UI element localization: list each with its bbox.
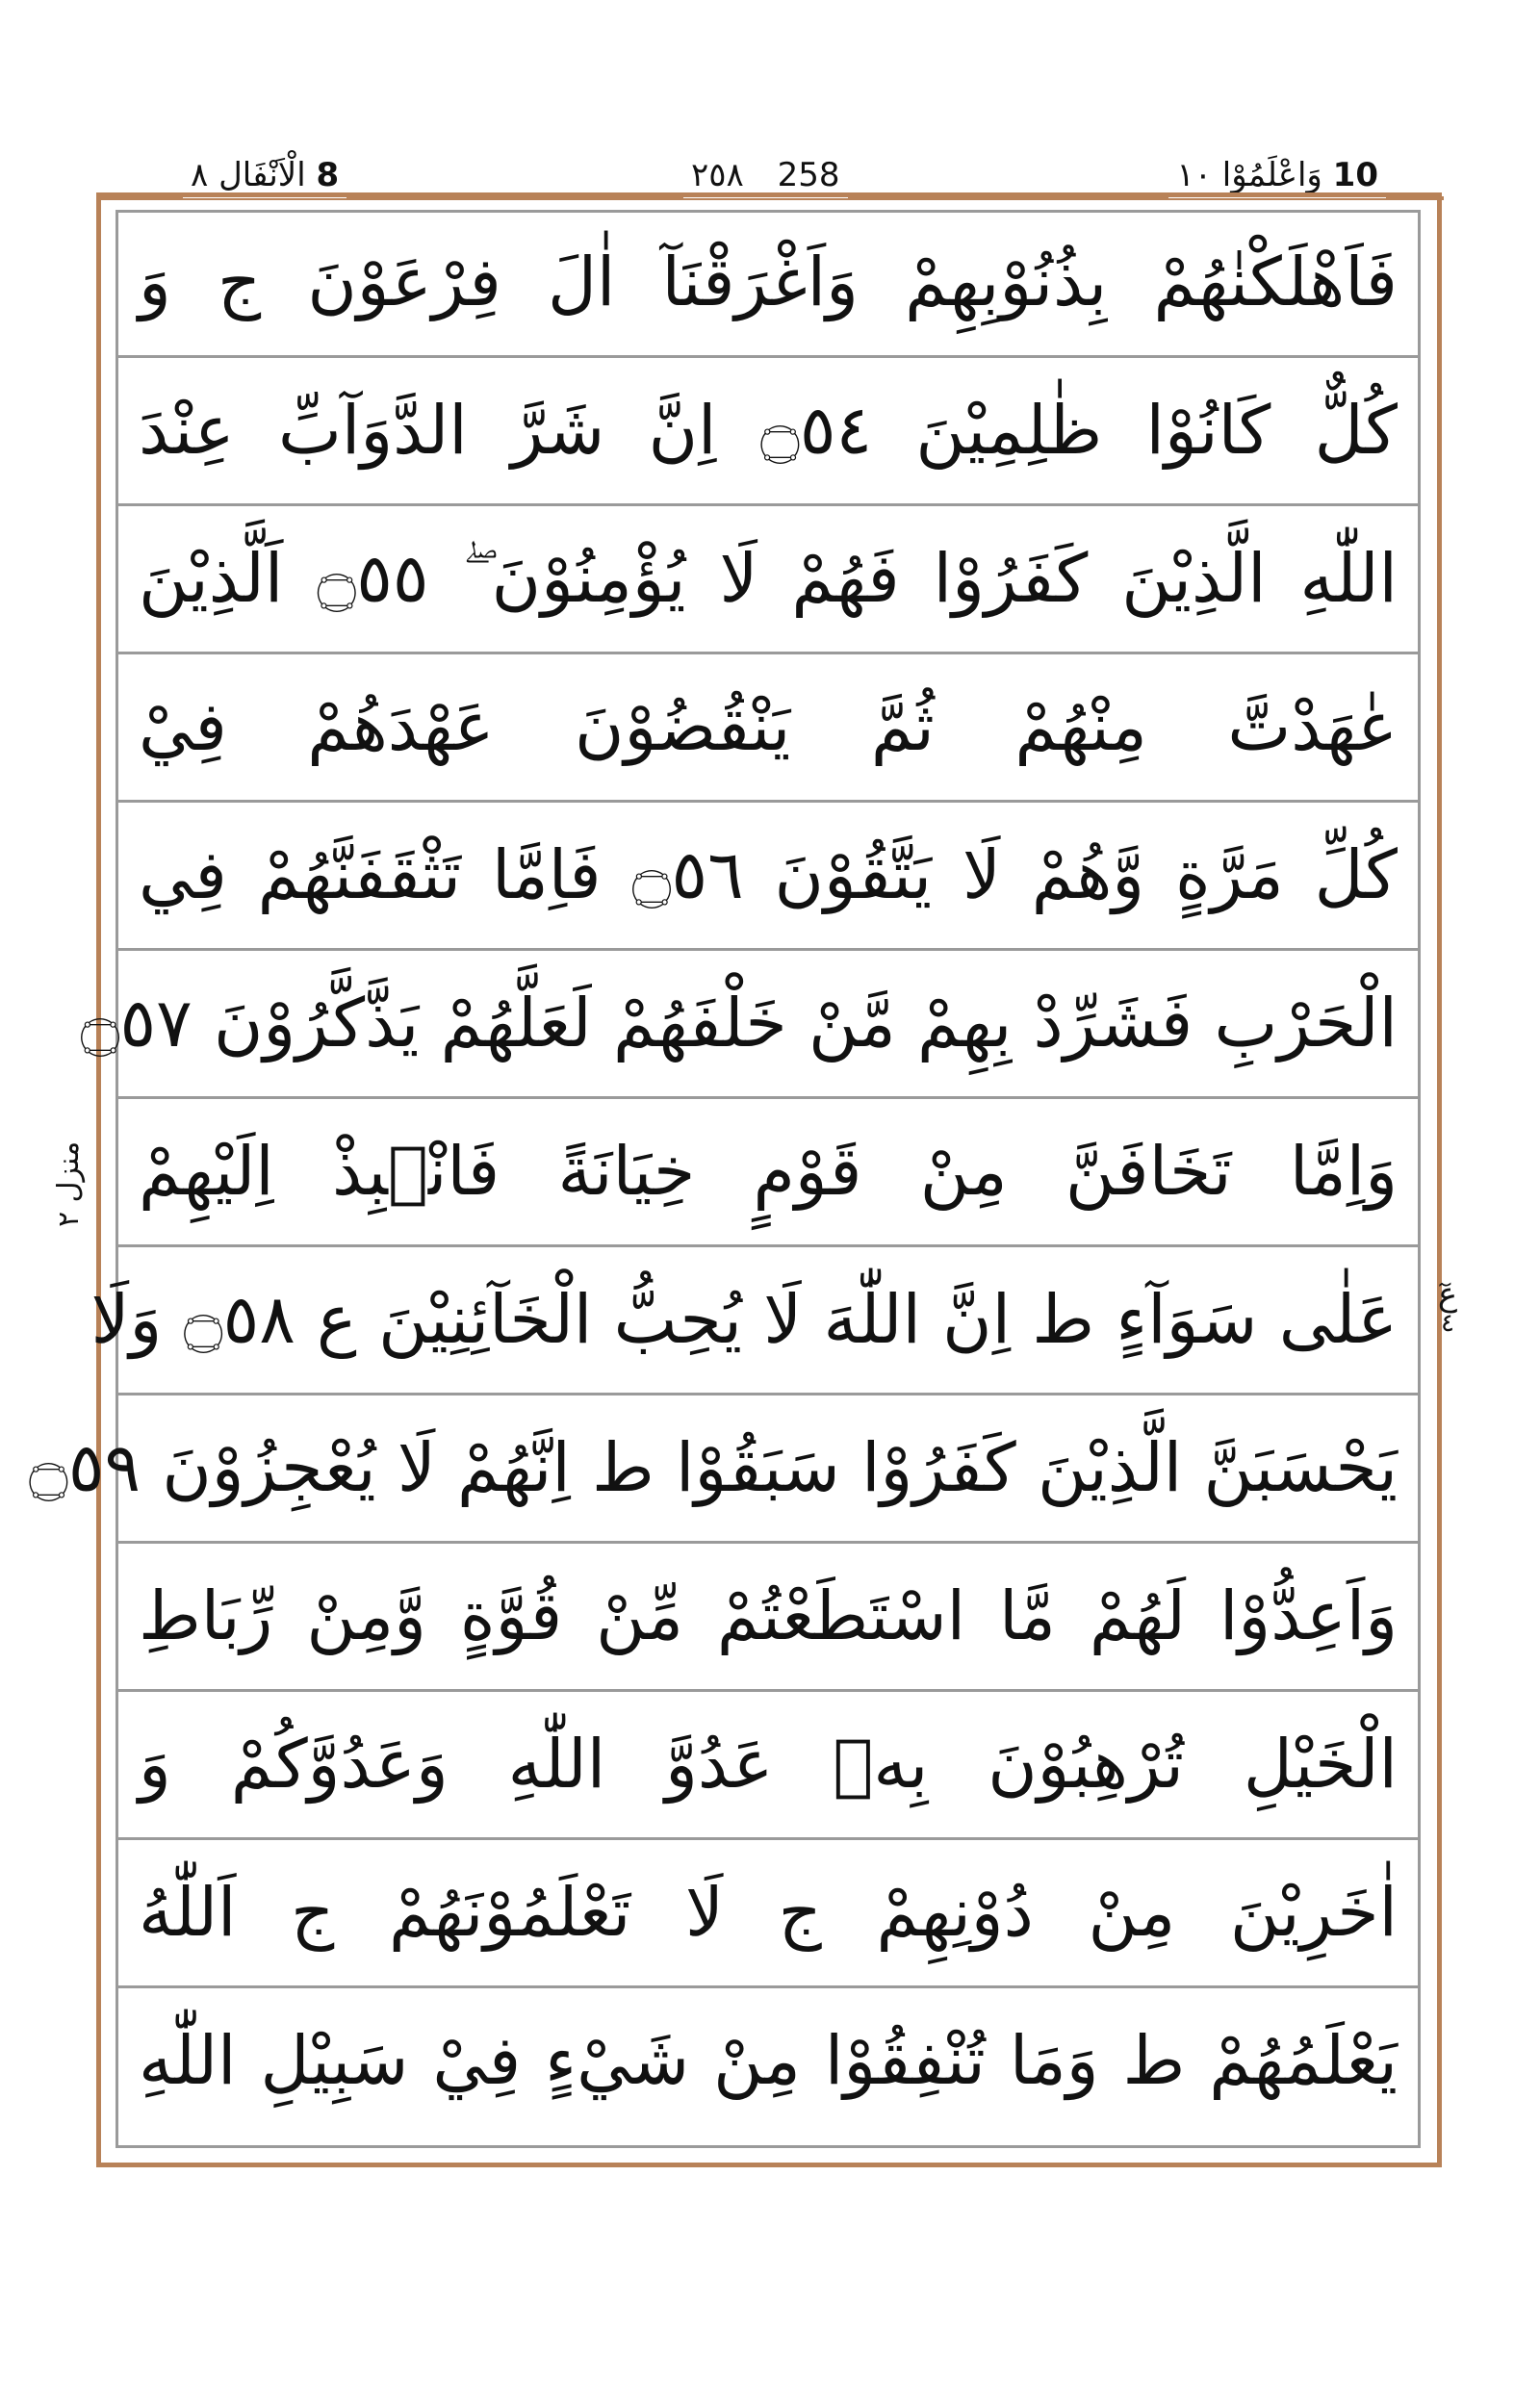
juz-name: وَاعْلَمُوْا ١٠: [1176, 156, 1322, 194]
text-line: [90, 1247, 1421, 1395]
text-line: [116, 1544, 1421, 1692]
juz-name-header: [1168, 152, 1386, 198]
page-number-arabic: ٢٥٨: [691, 156, 744, 194]
juz-number: 10: [1332, 156, 1378, 194]
line-text: عَلٰى سَوَآءٍ ط اِنَّ اللّٰهَ لَا يُحِبُّ الْخَآئِنِيْنَ ع ۝٥٨ وَلَا: [90, 1280, 1398, 1359]
text-line: [116, 1099, 1421, 1247]
text-line: [116, 358, 1421, 506]
page-number: 258: [777, 156, 840, 194]
line-text: اٰخَرِيْنَ مِنْ دُوْنِهِمْ ج لَا تَعْلَمُوْنَهُمْ ج اَللّٰهُ: [139, 1873, 1398, 1952]
text-line: [116, 210, 1421, 358]
ruku-sign: عٓ: [1437, 1275, 1458, 1314]
text-line: [116, 654, 1421, 803]
line-text: وَاَعِدُّوْا لَهُمْ مَّا اسْتَطَعْتُمْ مِّنْ قُوَّةٍ وَّمِنْ رِّبَاطِ: [139, 1576, 1398, 1655]
surah-name: الْاَنْفَال ٨: [191, 156, 306, 194]
line-text: الْحَرْبِ فَشَرِّدْ بِهِمْ مَّنْ خَلْفَهُمْ لَعَلَّهُمْ يَذَّكَّرُوْنَ ۝٥٧: [80, 984, 1398, 1062]
line-text: يَعْلَمُهُمْ ط وَمَا تُنْفِقُوْا مِنْ شَيْءٍ فِيْ سَبِيْلِ اللّٰهِ: [139, 2021, 1398, 2100]
line-text: كُلِّ مَرَّةٍ وَّهُمْ لَا يَتَّقُوْنَ ۝٥٦ فَاِمَّا تَثْقَفَنَّهُمْ فِي: [139, 835, 1398, 914]
text-line: [116, 1840, 1421, 1988]
text-line: [116, 1692, 1421, 1840]
line-text: يَحْسَبَنَّ الَّذِيْنَ كَفَرُوْا سَبَقُوْا ط اِنَّهُمْ لَا يُعْجِزُوْنَ ۝٥٩: [28, 1428, 1398, 1507]
line-text: الْخَيْلِ تُرْهِبُوْنَ بِهٖ عَدُوَّ اللّٰهِ وَعَدُوَّكُمْ وَ: [139, 1725, 1398, 1804]
line-text: فَاَهْلَكْنٰهُمْ بِذُنُوْبِهِمْ وَاَغْرَقْنَآ اٰلَ فِرْعَوْنَ ج وَ: [139, 243, 1398, 321]
line-text: وَاِمَّا تَخَافَنَّ مِنْ قَوْمٍ خِيَانَةً فَانْۢبِذْ اِلَيْهِمْ: [139, 1132, 1398, 1211]
line-text: كُلٌّ كَانُوْا ظٰلِمِيْنَ ۝٥٤ اِنَّ شَرَّ الدَّوَآبِّ عِنْدَ: [139, 391, 1398, 470]
surah-number: 8: [316, 156, 340, 194]
surah-name-header: [183, 152, 346, 198]
line-text: اللّٰهِ الَّذِيْنَ كَفَرُوْا فَهُمْ لَا يُؤْمِنُوْنَ ۖ ۝٥٥ اَلَّذِيْنَ: [139, 539, 1398, 618]
page-number-header: [683, 152, 848, 198]
ruku-number: ٤: [1441, 1309, 1454, 1338]
text-line: [116, 803, 1421, 951]
manzil-marker: منزل ٢: [52, 1140, 86, 1227]
line-text: عٰهَدْتَّ مِنْهُمْ ثُمَّ يَنْقُضُوْنَ عَهْدَهُمْ فِيْ: [139, 687, 1398, 766]
text-line: [28, 1395, 1421, 1544]
text-line: [116, 1988, 1421, 2137]
text-line: [116, 506, 1421, 654]
text-line: [80, 951, 1421, 1099]
ruku-marker: [1428, 1275, 1467, 1367]
